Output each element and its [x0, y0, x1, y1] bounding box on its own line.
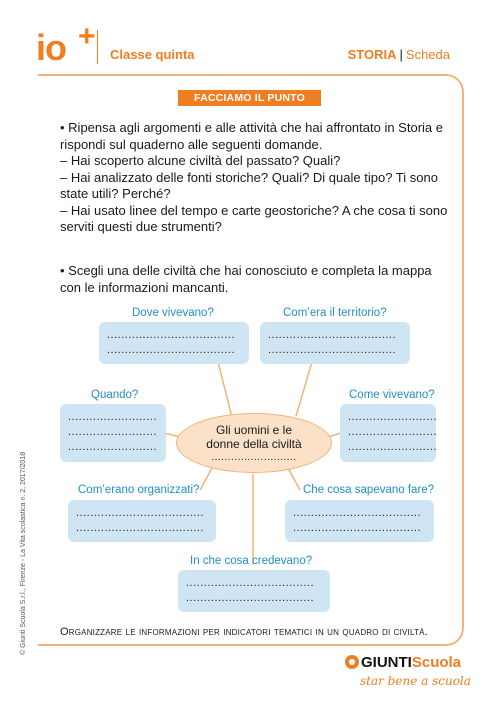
answer-dots: ....................................: [76, 522, 205, 534]
answer-dots: .........................: [68, 411, 157, 423]
intro-question-3: – Hai usato linee del tempo e carte geostoriche? A che cosa ti sono serviti questi due strumenti?: [60, 202, 448, 234]
map-instruction: • Scegli una delle civiltà che hai conosciuto e completa la mappa con le informazioni mancanti.: [60, 263, 432, 295]
box-label-credevano: In che cosa credevano?: [190, 555, 313, 567]
giunti-g-icon: [345, 655, 359, 669]
answer-box-territorio[interactable]: [260, 322, 410, 364]
box-label-quando: Quando?: [91, 389, 139, 401]
box-label-organizzati: Com’erano organizzati?: [78, 484, 200, 496]
answer-dots: ....................................: [107, 344, 236, 356]
center-line-2: donne della civiltà: [206, 437, 302, 451]
intro-question-1: – Hai scoperto alcune civiltà del passato? Quali?: [60, 153, 341, 168]
answer-dots: ....................................: [76, 507, 205, 519]
answer-dots: .........................: [68, 441, 157, 453]
class-label: Classe quinta: [110, 47, 195, 62]
answer-box-sapevano-fare[interactable]: [285, 500, 434, 542]
brand-giunti: GIUNTI: [361, 654, 412, 671]
intro-lead: • Ripensa agli argomenti e alle attività che hai affrontato in Storia e rispondi sul quaderno alle seguenti domande.: [60, 120, 443, 152]
box-label-come-vivevano: Come vivevano?: [349, 389, 435, 401]
answer-box-credevano[interactable]: [178, 570, 330, 612]
section-label: FACCIAMO IL PUNTO: [178, 90, 321, 106]
center-line-1: Gli uomini e le: [215, 423, 293, 437]
answer-dots: .........................: [348, 411, 437, 423]
answer-dots: ....................................: [268, 344, 397, 356]
logo-io-text: io: [36, 27, 66, 68]
subject-name: STORIA: [347, 47, 397, 62]
answer-dots: ....................................: [186, 592, 315, 604]
answer-dots: ....................................: [186, 577, 315, 589]
box-label-dove-vivevano: Dove vivevano?: [132, 307, 214, 319]
answer-dots: ....................................: [107, 329, 236, 341]
answer-box-come-vivevano[interactable]: [340, 404, 436, 462]
brand-tagline: star bene a scuola: [360, 674, 471, 688]
box-label-territorio: Com’era il territorio?: [283, 307, 387, 319]
civilization-center-node[interactable]: [176, 413, 332, 473]
brand-scuola: Scuola: [411, 654, 462, 671]
intro-question-2: – Hai analizzato delle fonti storiche? Quali? Di quale tipo? Ti sono state utili? Perché?: [60, 169, 438, 201]
answer-box-organizzati[interactable]: [68, 500, 216, 542]
answer-dots: ....................................: [268, 329, 397, 341]
copyright-credit: © Giunti Scuola S.r.l., Firenze - La Vita scolastica n. 2, 2017/2018: [20, 451, 27, 655]
answer-dots: .........................: [68, 426, 157, 438]
answer-box-quando[interactable]: [60, 404, 166, 462]
center-dots: ..........................: [211, 452, 297, 463]
subject-separator: |: [399, 47, 403, 62]
learning-objective: Organizzare le informazioni per indicatori tematici in un quadro di civiltà.: [60, 626, 428, 638]
answer-dots: .........................: [348, 426, 437, 438]
answer-box-dove-vivevano[interactable]: [99, 322, 249, 364]
box-label-sapevano-fare: Che cosa sapevano fare?: [303, 484, 435, 496]
logo-plus-text: +: [78, 20, 96, 53]
giunti-scuola-logo: [345, 654, 461, 671]
answer-dots: .........................: [348, 441, 437, 453]
sheet-kind: Scheda: [405, 47, 450, 62]
answer-dots: ....................................: [293, 522, 422, 534]
answer-dots: ....................................: [293, 507, 422, 519]
